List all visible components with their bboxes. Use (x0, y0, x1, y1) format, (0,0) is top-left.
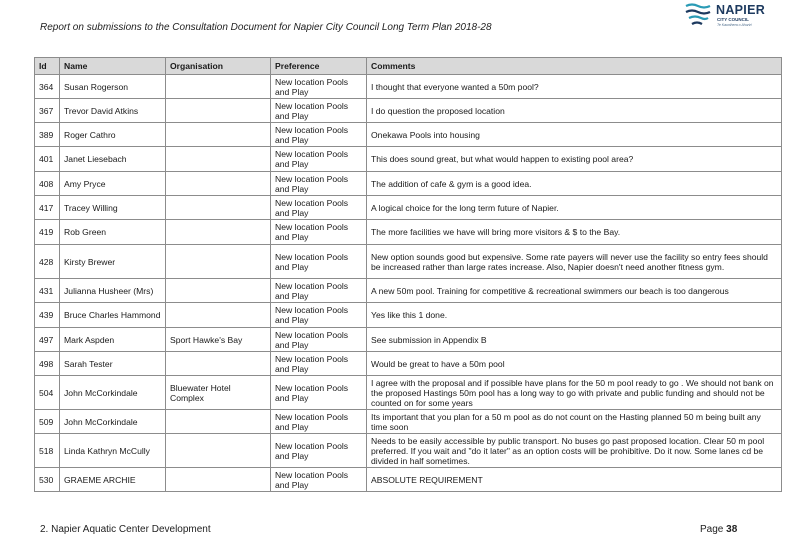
footer-page-value: 38 (726, 524, 738, 535)
cell-id: 408 (35, 172, 60, 196)
table-row (35, 220, 782, 245)
cell-name: Roger Cathro (60, 123, 166, 147)
cell-comments: Needs to be easily accessible by public transport. No buses go past proposed location. Clear 50 m pool preferred. If you wait and "do it later" as an option costs will be prohibitive. Do it now. Some lanes cd be divided in half sometimes. (367, 434, 782, 468)
logo-subtitle: CITY COUNCIL (717, 17, 749, 22)
cell-name: Janet Liesebach (60, 147, 166, 172)
table-row (35, 328, 782, 352)
cell-preference: New location Pools and Play (271, 468, 367, 492)
cell-id: 364 (35, 75, 60, 99)
cell-comments: A new 50m pool. Training for competitive & recreational swimmers our beach is too dangerous (367, 279, 782, 303)
cell-name: John McCorkindale (60, 376, 166, 410)
cell-comments: Yes like this 1 done. (367, 303, 782, 328)
cell-id: 428 (35, 245, 60, 279)
cell-comments: Its important that you plan for a 50 m pool as do not count on the Hasting planned 50 m being built any time soon (367, 410, 782, 434)
cell-preference: New location Pools and Play (271, 196, 367, 220)
cell-id: 417 (35, 196, 60, 220)
cell-preference: New location Pools and Play (271, 303, 367, 328)
cell-comments: This does sound great, but what would happen to existing pool area? (367, 147, 782, 172)
cell-id: 431 (35, 279, 60, 303)
cell-preference: New location Pools and Play (271, 123, 367, 147)
cell-preference: New location Pools and Play (271, 279, 367, 303)
footer-page-label: Page (700, 524, 724, 535)
cell-name: Tracey Willing (60, 196, 166, 220)
cell-id: 401 (35, 147, 60, 172)
cell-organisation (166, 196, 271, 220)
cell-preference: New location Pools and Play (271, 245, 367, 279)
cell-id: 498 (35, 352, 60, 376)
table-row (35, 75, 782, 99)
cell-name: Kirsty Brewer (60, 245, 166, 279)
cell-id: 367 (35, 99, 60, 123)
column-header-id: Id (35, 58, 60, 75)
cell-id: 389 (35, 123, 60, 147)
cell-organisation (166, 410, 271, 434)
cell-comments: A logical choice for the long term future of Napier. (367, 196, 782, 220)
cell-preference: New location Pools and Play (271, 75, 367, 99)
table-row (35, 410, 782, 434)
cell-comments: See submission in Appendix B (367, 328, 782, 352)
table-row (35, 123, 782, 147)
cell-organisation (166, 147, 271, 172)
cell-organisation (166, 220, 271, 245)
table-row (35, 303, 782, 328)
cell-id: 509 (35, 410, 60, 434)
cell-preference: New location Pools and Play (271, 172, 367, 196)
cell-comments: I agree with the proposal and if possible have plans for the 50 m pool ready to go . We should not bank on the proposed Hastings 50m pool has a long way to go with private and public funding and should not be counted on for some years (367, 376, 782, 410)
cell-name: Amy Pryce (60, 172, 166, 196)
cell-organisation (166, 99, 271, 123)
cell-name: Rob Green (60, 220, 166, 245)
table-row (35, 352, 782, 376)
cell-preference: New location Pools and Play (271, 410, 367, 434)
cell-preference: New location Pools and Play (271, 147, 367, 172)
cell-id: 530 (35, 468, 60, 492)
cell-comments: I do question the proposed location (367, 99, 782, 123)
table-row (35, 376, 782, 410)
cell-id: 504 (35, 376, 60, 410)
column-header-preference: Preference (271, 58, 367, 75)
cell-name: Linda Kathryn McCully (60, 434, 166, 468)
table-row (35, 468, 782, 492)
column-header-name: Name (60, 58, 166, 75)
column-header-comments: Comments (367, 58, 782, 75)
cell-name: Bruce Charles Hammond (60, 303, 166, 328)
cell-organisation (166, 468, 271, 492)
cell-id: 419 (35, 220, 60, 245)
cell-preference: New location Pools and Play (271, 220, 367, 245)
cell-preference: New location Pools and Play (271, 376, 367, 410)
footer-page-number (700, 524, 737, 535)
logo-wordmark: NAPIER (716, 3, 766, 17)
cell-id: 439 (35, 303, 60, 328)
table-row (35, 196, 782, 220)
table-row (35, 172, 782, 196)
cell-comments: The more facilities we have will bring more visitors & $ to the Bay. (367, 220, 782, 245)
cell-name: Julianna Husheer (Mrs) (60, 279, 166, 303)
page-header-title: Report on submissions to the Consultation Document for Napier City Council Long Term Plan 2018-28 (40, 22, 492, 33)
cell-organisation (166, 352, 271, 376)
cell-comments: Onekawa Pools into housing (367, 123, 782, 147)
cell-name: GRAEME ARCHIE (60, 468, 166, 492)
cell-organisation (166, 123, 271, 147)
cell-name: John McCorkindale (60, 410, 166, 434)
table-header-row (35, 58, 782, 75)
cell-preference: New location Pools and Play (271, 99, 367, 123)
cell-organisation: Bluewater Hotel Complex (166, 376, 271, 410)
cell-organisation (166, 279, 271, 303)
cell-comments: I thought that everyone wanted a 50m pool? (367, 75, 782, 99)
cell-name: Sarah Tester (60, 352, 166, 376)
cell-name: Trevor David Atkins (60, 99, 166, 123)
cell-preference: New location Pools and Play (271, 434, 367, 468)
cell-organisation (166, 75, 271, 99)
cell-id: 518 (35, 434, 60, 468)
cell-organisation (166, 245, 271, 279)
cell-organisation (166, 303, 271, 328)
cell-organisation (166, 172, 271, 196)
submissions-table (34, 57, 782, 492)
cell-comments: ABSOLUTE REQUIREMENT (367, 468, 782, 492)
cell-organisation: Sport Hawke's Bay (166, 328, 271, 352)
column-header-organisation: Organisation (166, 58, 271, 75)
table-row (35, 99, 782, 123)
table-row (35, 434, 782, 468)
table-row (35, 279, 782, 303)
cell-comments: The addition of cafe & gym is a good idea. (367, 172, 782, 196)
logo-tagline: Te Kaunihera o Ahuriri (717, 23, 752, 27)
cell-id: 497 (35, 328, 60, 352)
cell-organisation (166, 434, 271, 468)
cell-preference: New location Pools and Play (271, 352, 367, 376)
cell-name: Mark Aspden (60, 328, 166, 352)
table-row (35, 147, 782, 172)
cell-preference: New location Pools and Play (271, 328, 367, 352)
cell-comments: Would be great to have a 50m pool (367, 352, 782, 376)
cell-comments: New option sounds good but expensive. Some rate payers will never use the facility so entry fees should be increased rather than large rates increase. Also, Napier doesn't need another fitness gym. (367, 245, 782, 279)
cell-name: Susan Rogerson (60, 75, 166, 99)
table-row (35, 245, 782, 279)
footer-section-title: 2. Napier Aquatic Center Development (40, 524, 211, 535)
